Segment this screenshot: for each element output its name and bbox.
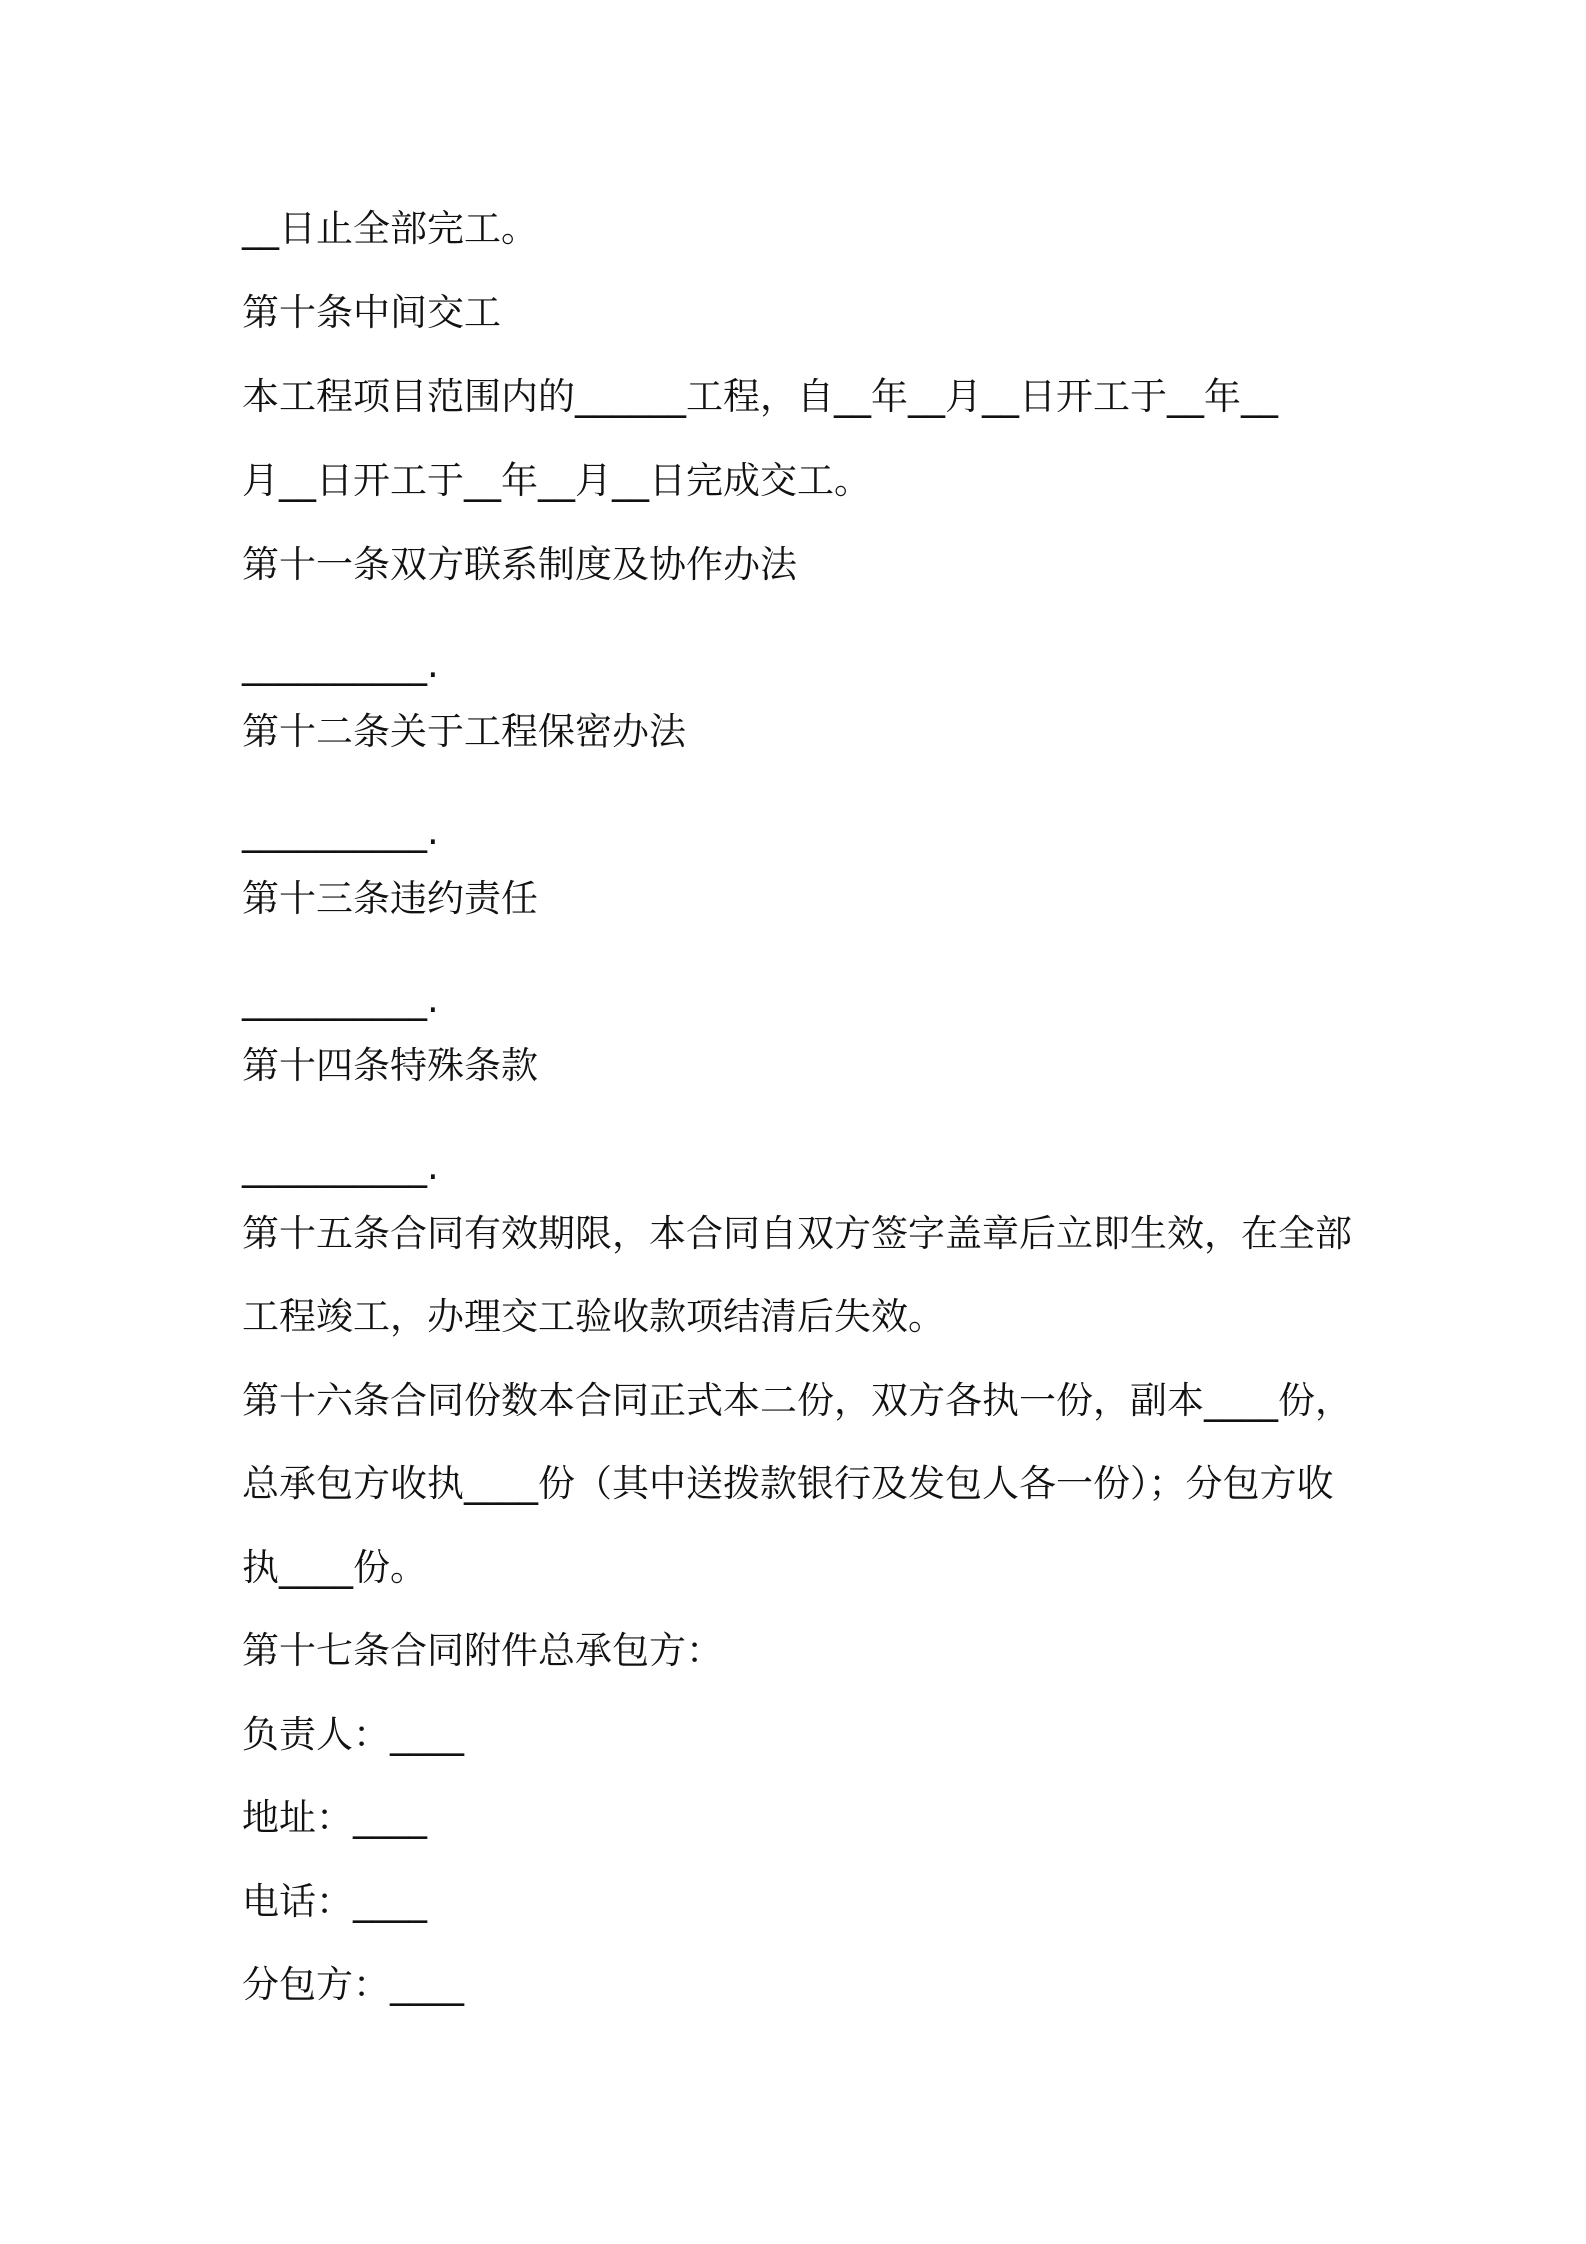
contractor-address: 地址：____ (242, 1796, 427, 1839)
article-16-line-2: 总承包方收执____份（其中送拨款银行及发包人各一份）；分包方收 (242, 1462, 1334, 1505)
article-16-line-1: 第十六条合同份数本合同正式本二份，双方各执一份，副本____份， (242, 1379, 1352, 1422)
article-14-blank: __________. (242, 1145, 439, 1188)
article-12-heading: 第十二条关于工程保密办法 (242, 710, 686, 753)
article-16-line-3: 执____份。 (242, 1546, 427, 1589)
contractor-phone: 电话：____ (242, 1880, 427, 1923)
article-10-heading: 第十条中间交工 (242, 291, 501, 334)
article-17-heading: 第十七条合同附件总承包方： (242, 1629, 723, 1672)
article-15-line-2: 工程竣工，办理交工验收款项结清后失效。 (242, 1295, 945, 1338)
article-13-heading: 第十三条违约责任 (242, 877, 538, 920)
article-11-blank: __________. (242, 643, 439, 686)
article-12-blank: __________. (242, 810, 439, 853)
continuation-line: __日止全部完工。 (242, 207, 538, 250)
article-14-heading: 第十四条特殊条款 (242, 1044, 538, 1087)
article-10-text-line-1: 本工程项目范围内的______工程，自__年__月__日开工于__年__ (242, 375, 1278, 418)
article-11-heading: 第十一条双方联系制度及协作办法 (242, 543, 797, 586)
subcontractor-line: 分包方：____ (242, 1963, 464, 2006)
article-10-text-line-2: 月__日开工于__年__月__日完成交工。 (242, 459, 871, 502)
contractor-responsible-person: 负责人：____ (242, 1713, 464, 1756)
article-15-line-1: 第十五条合同有效期限，本合同自双方签字盖章后立即生效，在全部 (242, 1212, 1352, 1255)
article-13-blank: __________. (242, 978, 439, 1021)
